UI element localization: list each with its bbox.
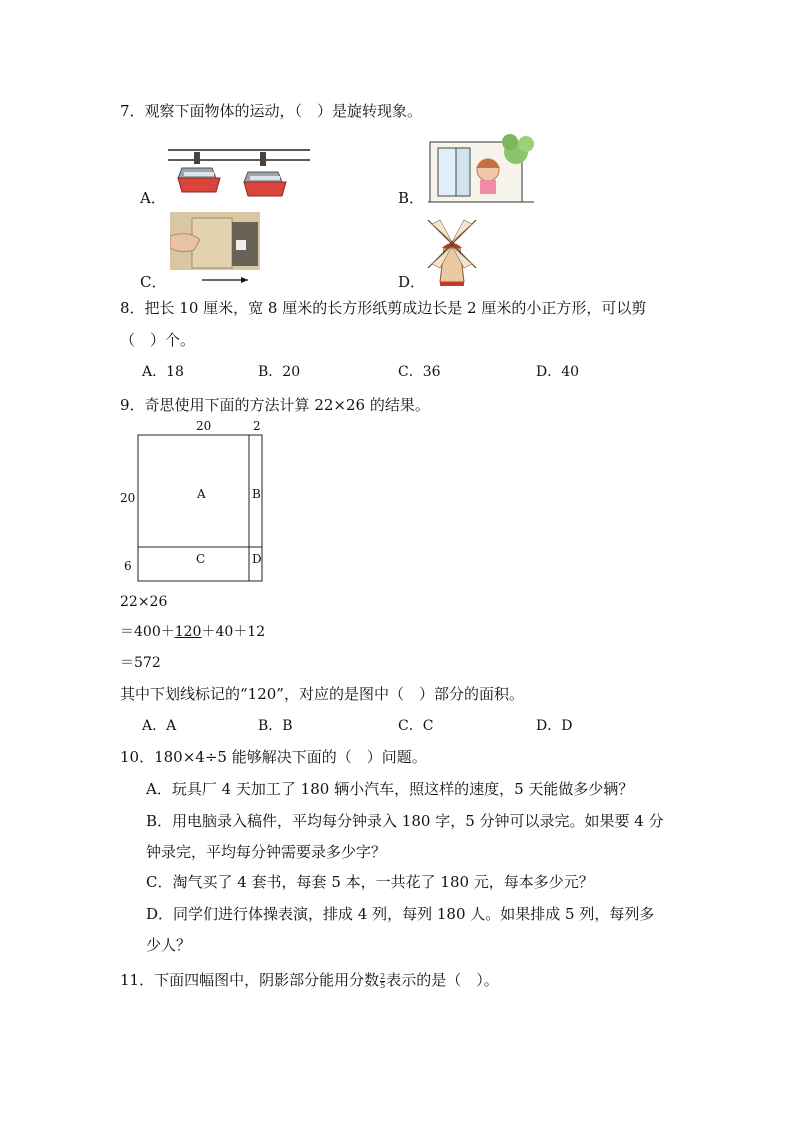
q9-option-d: D．D [536, 718, 573, 734]
region-a-label: A [197, 487, 206, 501]
q10-option-b-line1: B．用电脑录入稿件，平均每分钟录入 180 字，5 分钟可以录完。如果要 4 分 [146, 812, 664, 830]
diagram-top-label-20: 20 [196, 419, 212, 433]
region-d-label: D [252, 552, 262, 566]
q9-calc-line2: ＝400＋120＋40＋12 [120, 624, 266, 640]
q7-option-c-label: C． [140, 273, 167, 291]
q10-option-c: C．淘气买了 4 套书，每套 5 本，一共花了 180 元，每本多少元？ [146, 873, 594, 891]
q8-stem-line1: 8．把长 10 厘米，宽 8 厘米的长方形纸剪成边长是 2 厘米的小正方形，可以剪 [120, 299, 647, 317]
q10-option-a: A．玩具厂 4 天加工了 180 辆小汽车，照这样的速度，5 天能做多少辆？ [146, 780, 634, 798]
underlined-120: 120 [174, 624, 202, 640]
q9-option-a: A．A [142, 718, 177, 734]
q7-option-b-label: B． [398, 189, 425, 207]
q10-option-d-line1: D．同学们进行体操表演，排成 4 列，每列 180 人。如果排成 5 列，每列多 [146, 905, 655, 923]
q8-stem-line2: （ ）个。 [120, 331, 196, 349]
q7-stem: 7．观察下面物体的运动，（ ）是旋转现象。 [120, 102, 423, 120]
q9-question: 其中下划线标记的“120”，对应的是图中（ ）部分的面积。 [120, 685, 524, 703]
q8-option-a: A．18 [142, 364, 184, 380]
drawer-image [170, 212, 260, 288]
cable-car-2 [244, 152, 286, 196]
window-girl-image [428, 132, 534, 204]
diagram-top-label-2: 2 [253, 419, 261, 433]
q8-option-c: C．36 [398, 364, 441, 380]
fraction-two-fifths: $\frac{2}{5}$ [380, 971, 386, 990]
q10-option-b-line2: 钟录完，平均每分钟需要录多少字？ [146, 843, 387, 861]
q9-option-b: B．B [258, 718, 293, 734]
q8-option-d: D．40 [536, 364, 580, 380]
q9-option-c: C．C [398, 718, 434, 734]
q10-option-d-line2: 少人？ [146, 936, 192, 954]
q7-option-a-label: A． [140, 189, 166, 207]
region-c-label: C [196, 552, 206, 566]
q9-stem: 9．奇思使用下面的方法计算 22×26 的结果。 [120, 396, 430, 414]
q11-stem: 11．下面四幅图中，阴影部分能用分数 $\frac{2}{5}$ 表示的是（ ）。 [120, 971, 499, 990]
windmill-image [422, 218, 482, 288]
cable-car-1 [178, 152, 220, 192]
q9-calc-line1: 22×26 [120, 594, 168, 610]
diagram-side-label-6: 6 [124, 559, 132, 573]
q8-option-b: B．20 [258, 364, 301, 380]
q9-calc-line3: ＝572 [120, 655, 161, 671]
diagram-side-label-20: 20 [120, 491, 136, 505]
cable-car-image [168, 144, 310, 200]
region-b-label: B [252, 487, 261, 501]
q7-option-d-label: D． [398, 273, 426, 291]
q10-stem: 10．180×4÷5 能够解决下面的（ ）问题。 [120, 748, 427, 766]
